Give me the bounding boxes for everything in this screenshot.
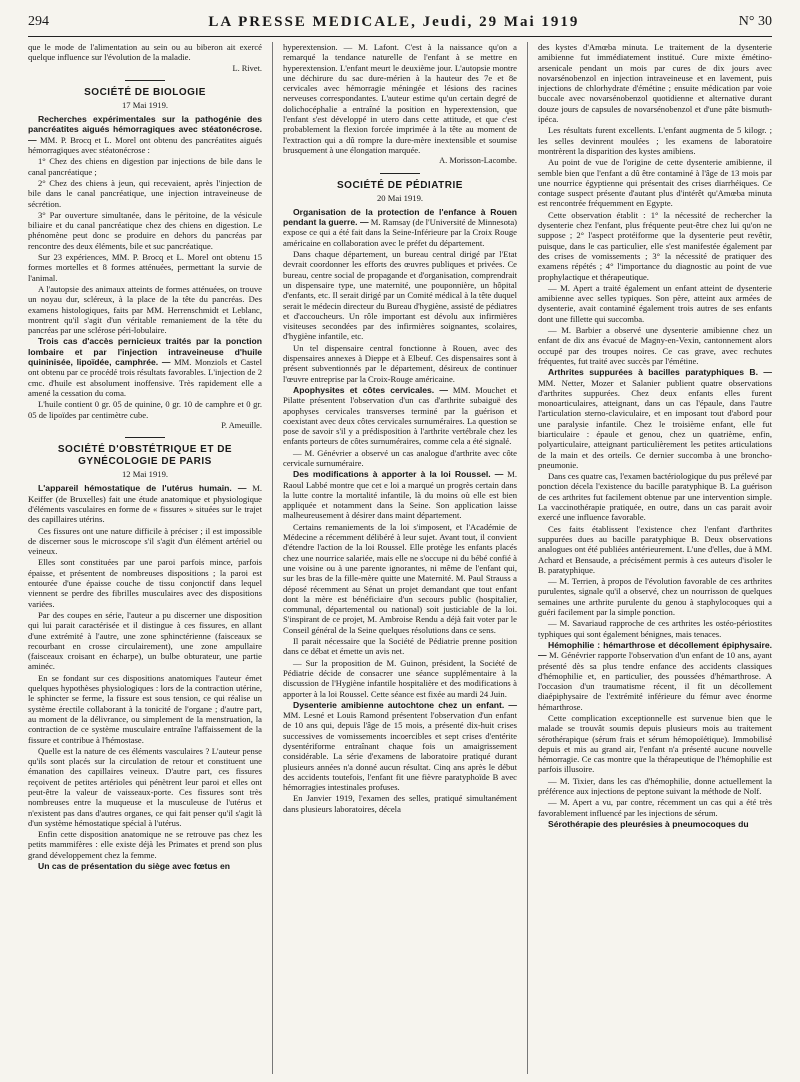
paragraph: Un tel dispensaire central fonctionne à Rouen, avec des dispensaires annexes à Dieppe et à Elbeuf. Ces dispensaires sont à présent subventionnés par le département, désireux de continuer l'œuvre entreprise par la Croix-Rouge américaine. [283, 342, 517, 384]
issue-number: N° 30 [738, 14, 772, 29]
article-lead: Arthrites suppurées à bacilles paratyphiques B. — MM. Netter, Mozer et Salanier publient quatre observations d'arthrites suppurées. Chez deux enfants elles furent monoarticulaires, atteignant, dans un cas l'épaule, dans l'autre l'articulation sterno-claviculaire, et en imposant tout d'abord pour une paralysie infantile. Chez le troisième enfant, elle fut biarticulaire : épaule et genou, chez un quatrième, enfin, polyarticulaire, atteignant particulièrement les petites articulations de la main et des orteils. Ce dernier succomba à une broncho-pneumonie. [538, 367, 772, 470]
paragraph: — Sur la proposition de M. Guinon, président, la Société de Pédiatrie décide de consacrer une séance supplémentaire à la discussion de l'Hygiène infantile hospitalière et des modifications à apporter à la loi Roussel. Cette séance est fixée au mardi 24 Juin. [283, 657, 517, 699]
paragraph: Par des coupes en série, l'auteur a pu discerner une disposition qui lui parait caractérisée et il distingue à ces fissures, en allant d'une extrémité à l'autre, une zone sphinctérienne (faisceaux se recourbant en crosse circulairement), une zone ampullaire (faisceaux croisant en écharpe), un bulbe obturateur, une partie aminéc. [28, 609, 262, 672]
signature: A. Morisson-Lacombe. [439, 156, 517, 166]
paragraph: des kystes d'Amœba minuta. Le traitement de la dysenterie amibienne fut immédiatement institué. Cure mixte émétino-arsenicale pendant un mois par cures de dix jours avec novarsénobenzol en injection intraveineuse et en lavement, puis injections de chlorhydrate d'émétine ; ensuite médication par voie buccale avec novarsénobenzol quotidienne et alternative durant douze jours de capsules de novarsénobenzol et d'une pâte bismuth-ipéca. [538, 42, 772, 125]
paragraph: Dans chaque département, un bureau central dirigé par l'Etat devrait coordonner les efforts des œuvres publiques et privées. Ce bureau, centre social de propagande et d'organisation, comprendrait un dispensaire type, une maternité, une pouponnière, un hôpital d'enfants, etc. Il serait dirigé par un Comité médical à la tête duquel serait le médecin directeur du Bureau d'hygiène, assisté de pédiatres et d'accoucheurs. Un rôle important est dévolu aux infirmières visiteuses secondées par des infirmières soignantes, scolaires, d'hygiène infantile, etc. [283, 249, 517, 342]
article-lead: Trois cas d'accès pernicieux traités par la ponction lombaire et par l'injection intraveineuse d'huile quininisée, lipoïdée, camphrée. — MM. Monziols et Castel ont obtenu par ce procédé trois résultats favorables. L'injection de 2 cmc. d'huile est absolument inoffensive. Très rapidement elle a amené la cessation du coma. [28, 336, 262, 398]
article-lead: Des modifications à apporter à la loi Roussel. — M. Raoul Labbé montre que cet e loi a marqué un progrès certain dans la lutte contre la mortalité infantile, là du moins où elle est bien appliquée et notamment dans la Seine. Son application laisse malheureusement à désirer dans maint département. [283, 469, 517, 521]
column-rule [272, 42, 273, 1074]
paragraph: — M. Tixier, dans les cas d'hémophilie, donne actuellement la préférence aux injections de peptone suivant la méthode de Nolf. [538, 775, 772, 797]
section-date: 20 Mai 1919. [376, 192, 424, 203]
section-date: 12 Mai 1919. [121, 469, 169, 480]
paragraph: 2° Chez des chiens à jeun, qui recevaient, après l'injection de bile dans le canal pancréatique, une injection intraveineuse de sécrétion. [28, 177, 262, 209]
paragraph: En se fondant sur ces dispositions anatomiques l'auteur émet quelques hypothèses physiologiques : lors de la contraction utérine, le sphincter se ferme, la fissure est sous tension, ce qui réalise un système érectile collaborant à la tonicité de l'organe ; d'autre part, au moment de la délivrance, ou simplement de la menstruation, la contraction de ce système musculaire entraîne l'affaissement de la fissure et contribue à l'hémostase. [28, 672, 262, 745]
paragraph: — M. Savariaud rapproche de ces arthrites les ostéo-périostites typhiques qui sont également bénignes, mais tenaces. [538, 618, 772, 639]
article-lead: L'appareil hémostatique de l'utérus humain. — M. Keiffer (de Bruxelles) fait une étude anatomique et physiologique d'éléments vasculaires en forme de « fissures » situées sur le trajet des capillaires utérins. [28, 483, 262, 525]
signature: L. Rivet. [232, 63, 262, 73]
journal-title: LA PRESSE MEDICALE, Jeudi, 29 Mai 1919 [208, 13, 580, 30]
section-title: SOCIÉTÉ DE BIOLOGIE [28, 80, 262, 99]
article-lead: Dysenterie amibienne autochtone chez un enfant. — MM. Lesné et Louis Ramond présentent l'observation d'un enfant de 10 ans qui, depuis l'âge de 15 mois, a présenté dix-huit crises successives de vomissements incoercibles et sept crises d'entérite dysentériforme entraînant chaque fois un amaigrissement considérable. La série d'examens de laboratoire pratiqué durant plusieurs années n'a donné aucun résultat. Cinq ans après le début des accidents toutefois, l'enfant fit une fièvre paratyphoïde B avec hémorragies intestinales profuses. [283, 699, 517, 793]
article-lead: Un cas de présentation du siège avec fœtus en [38, 861, 230, 872]
article-lead: Recherches expérimentales sur la pathogénie des pancréatites aigués hémorragiques avec stéatonécrose. — MM. P. Brocq et L. Morel ont obtenu des pancréatites aigués hémorragiques avec stéatonécrose : [28, 114, 262, 156]
paragraph: Quelle est la nature de ces éléments vasculaires ? L'auteur pense qu'ils sont placés sur la circulation de retour et constituent une émanation des capillaires veineux. D'autre part, ces fissures reçoivent de petites artérioles qui pénètrent leur paroi et elles ont peut-être la valeur de vaisseaux-porte. Ces fissures sont très nombreuses entre la muqueuse et la musculeuse de l'utérus et n'existent pas dans d'autres organes, ce qui fait penser qu'il s'agit là d'un système hémostatique spécial à l'utérus. [28, 745, 262, 828]
paragraph: En Janvier 1919, l'examen des selles, pratiqué simultanément dans plusieurs laboratoires, décela [283, 793, 517, 814]
paragraph: Elles sont constituées par une paroi parfois mince, parfois épaisse, et présentent de nombreuses dispositions ; la paroi est entourée d'une épaisse couche de tissu conjonctif dans lequel viennent se perdre des fibrilles musculaires avec des dispositions variées. [28, 557, 262, 609]
paragraph: Certains remaniements de la loi s'imposent, et l'Académie de Médecine a récemment délibéré à leur sujet. Avant tout, il convient d'étendre l'action de la loi Roussel. Elle protège les enfants placés chez une nourrice salariée, mais elle ne s'occupe ni du bébé confié à une voisine ou à une parente ignorantes, ni même de l'enfant qui, sur les bras de la fille-mère quitte une Maternité. M. Paul Strauss a déposé récemment au Sénat un projet demandant que tout enfant dont la mère est bénéficiaire d'un secours public (hospitalier, communal, départemental ou national) soit justiciable de la loi. S'inspirant de ce projet, M. Ambroise Rendu a déjà fait voter par le Conseil général de la Seine quelques résolutions dans ce sens. [283, 521, 517, 635]
paragraph: Cette complication exceptionnelle est survenue bien que le malade se trouvât soumis depuis plusieurs mois au traitement sérothérapique (sérum frais et sérum hémopoïétique). Immobilisé depuis et mis au grand air, l'enfant n'a présenté aucune nouvelle hémorragie. Ce cas montre que la thérapeutique de l'hémophilie est parfois illusoire. [538, 713, 772, 775]
paragraph: — M. Apert a vu, par contre, récemment un cas qui a été très favorablement influencé par les injections de sérum. [538, 797, 772, 818]
paragraph: Ces faits établissent l'existence chez l'enfant d'arthrites suppurées dues au bacille paratyphique B. Deux observations analogues ont été publiées antérieurement. L'une d'elles, due à MM. Achard et Bensaude, a précisément permis à ces auteurs d'isoler le B. paratyphique. [538, 523, 772, 575]
paragraph: — M. Barbier a observé une dysenterie amibienne chez un enfant de dix ans évacué de Magny-en-Vexin, cantonnement alors occupé par des troupes noires. Ce cas grave, avec rechutes fréquentes, fut traité avec succès par l'émétine. [538, 325, 772, 366]
paragraph: A l'autopsie des animaux atteints de formes atténuées, on trouve un noyau dur, scléreux, à la place de la tête du pancréas. Des examens histologiques, faits par MM. Herrenschmidt et Leblanc, montrent qu'il s'agit d'un véritable remaniement de la tête du pancréas par une sclérose péri-lobulaire. [28, 283, 262, 336]
section-title: SOCIÉTÉ DE PÉDIATRIE [283, 173, 517, 192]
paragraph: 1° Chez des chiens en digestion par injections de bile dans le canal pancréatique ; [28, 156, 262, 177]
page-number: 294 [28, 14, 49, 29]
paragraph: que le mode de l'alimentation au sein ou au biberon ait exercé quelque influence sur l'évolution de la maladie. [28, 42, 262, 63]
paragraph: Cette observation établit : 1° la nécessité de rechercher la dysenterie chez l'enfant, plus fréquente peut-être chez lui qu'on ne suppose ; 2° l'aspect protéiforme que la dysenterie peut revêtir, puisque, dans le cas particulier, elle s'est manifestée également par des crises de vomissements ; 3° la nécessité de pratiquer des examens répétés ; 4° l'importance du diagnostic au point de vue prophylactique et thérapeutique. [538, 209, 772, 282]
column-1 [28, 42, 262, 1074]
page-header [28, 8, 772, 37]
paragraph: Ces fissures ont une nature difficile à préciser ; il est impossible de discerner sous le microscope s'il s'agit d'un élément artériel ou veineux. [28, 525, 262, 557]
paragraph: Les résultats furent excellents. L'enfant augmenta de 5 kilogr. ; les selles devinrent moulées ; les examens de laboratoire montrèrent la disparition des kystes amibiens. [538, 125, 772, 156]
paragraph: Il parait nécessaire que la Société de Pédiatrie prenne position dans ce débat et émette un avis net. [283, 636, 517, 657]
article-lead: Apophysites et côtes cervicales. — MM. Mouchet et Pilatte présentent l'observation d'un cas d'arthrite subaiguë des apophyses cervicales transverses terminé par la guérison et coexistant avec deux côtes cervicales surnuméraires. La question se pose de savoir s'il y a prédisposition à l'arthrite vertébrale chez les enfants porteurs de côtes surnuméraires, comme cela a été signalé. [283, 384, 517, 447]
column-rule [527, 42, 528, 1074]
article-lead: Hémophilie : hémarthrose et décollement épiphysaire. — M. Génévrier rapporte l'observation d'un enfant de 10 ans, ayant présenté dès sa plus tendre enfance des accidents classiques d'hémophilie et, en particulier, des poussées d'hémarthrose. A l'occasion d'un traumatisme récent, il fit un décollement diaépiphysaire de l'extrémité inférieure du fémur avec énorme hémarthrose. [538, 639, 772, 712]
section-title: SOCIÉTÉ D'OBSTÉTRIQUE ET DE GYNÉCOLOGIE DE PARIS [28, 437, 262, 468]
paragraph: — M. Terrien, à propos de l'évolution favorable de ces arthrites purulentes, signale qu'il a observé, chez un nourrisson de quelques semaines une arthrite purulente du genou à staphylocoques qui a guéri facilement par la simple ponction. [538, 576, 772, 618]
paragraph: 3° Par ouverture simultanée, dans le péritoine, de la vésicule biliaire et du canal pancréatique chez des chiens en digestion. Le phénomène peut donc se produire en dehors du pancréas par rencontre des deux éléments, bile et suc pancréatique. [28, 209, 262, 251]
columns [28, 42, 772, 1074]
article-lead: Sérothérapie des pleurésies à pneumocoques du [548, 818, 749, 829]
article-lead: Organisation de la protection de l'enfance à Rouen pendant la guerre. — M. Ramsay (de l'Université de Minnesota) expose ce qui a été fait dans la Seine-Inférieure par la Croix Rouge américaine en collaboration avec le préfet du département. [283, 206, 517, 248]
signature: P. Ameuille. [221, 420, 262, 430]
paragraph: Sur 23 expériences, MM. P. Brocq et L. Morel ont obtenu 15 formes mortelles et 8 formes atténuées, permettant la survie de l'animal. [28, 252, 262, 283]
column-3 [538, 42, 772, 1074]
section-date: 17 Mai 1919. [121, 99, 169, 110]
paragraph: — M. Apert a traité également un enfant atteint de dysenterie amibienne avec selles typiques. Son père, atteint aux armées de dysenterie, avait contaminé également trois autres de ses enfants dont une fillette qui succomba. [538, 282, 772, 324]
paragraph: Enfin cette disposition anatomique ne se retrouve pas chez les petits mammifères : elle existe déjà les Primates et prend son plus grand développement chez la femme. [28, 829, 262, 860]
paragraph: L'huile contient 0 gr. 05 de quinine, 0 gr. 10 de camphre et 0 gr. 05 de lipoïdes par centimètre cube. [28, 399, 262, 420]
paragraph: hyperextension. — M. Lafont. C'est à la naissance qu'on a remarqué la tendance naturelle de l'enfant à se mettre en hyperextension. L'enfant meurt le deuxième jour. L'autopsie montre une déchirure du sac dure-mérien à la hauteur des 7e et 8e cervicales avec hémorragie méningée et lésions des racines nerveuses correspondantes. L'auteur estime qu'un certain degré de dolichocéphalie a entraîné la position en hyperextension, que l'enfant s'est développé in utero dans cette attitude, et que c'est probablement la flexion forcée imprimée à la tête au moment de l'extraction qui a dû rompre la dure-mère inextensible et soumise brusquement à une élongation marquée. [283, 42, 517, 155]
paragraph: Au point de vue de l'origine de cette dysenterie amibienne, il semble bien que l'enfant a dû être contaminé à l'âge de 13 mois par une nourrice égyptienne qui présentait des crises diarrhéiques. Ce contage suspect présente d'autant plus d'intérêt qu'Amœba minuta est rencontrée fréquemment en Egypte. [538, 157, 772, 209]
paragraph: Dans ces quatre cas, l'examen bactériologique du pus prélevé par ponction décela l'existence du bacille paratyphique B. La guérison de ces arthrites fut facilement obtenue par une intervention simple. La vaccinothérapie pratiquée, en outre, dans un cas parait avoir exercé une influence favorable. [538, 471, 772, 523]
column-2 [283, 42, 517, 1074]
paragraph: — M. Génévrier a observé un cas analogue d'arthrite avec côte cervicale surnuméraire. [283, 447, 517, 468]
